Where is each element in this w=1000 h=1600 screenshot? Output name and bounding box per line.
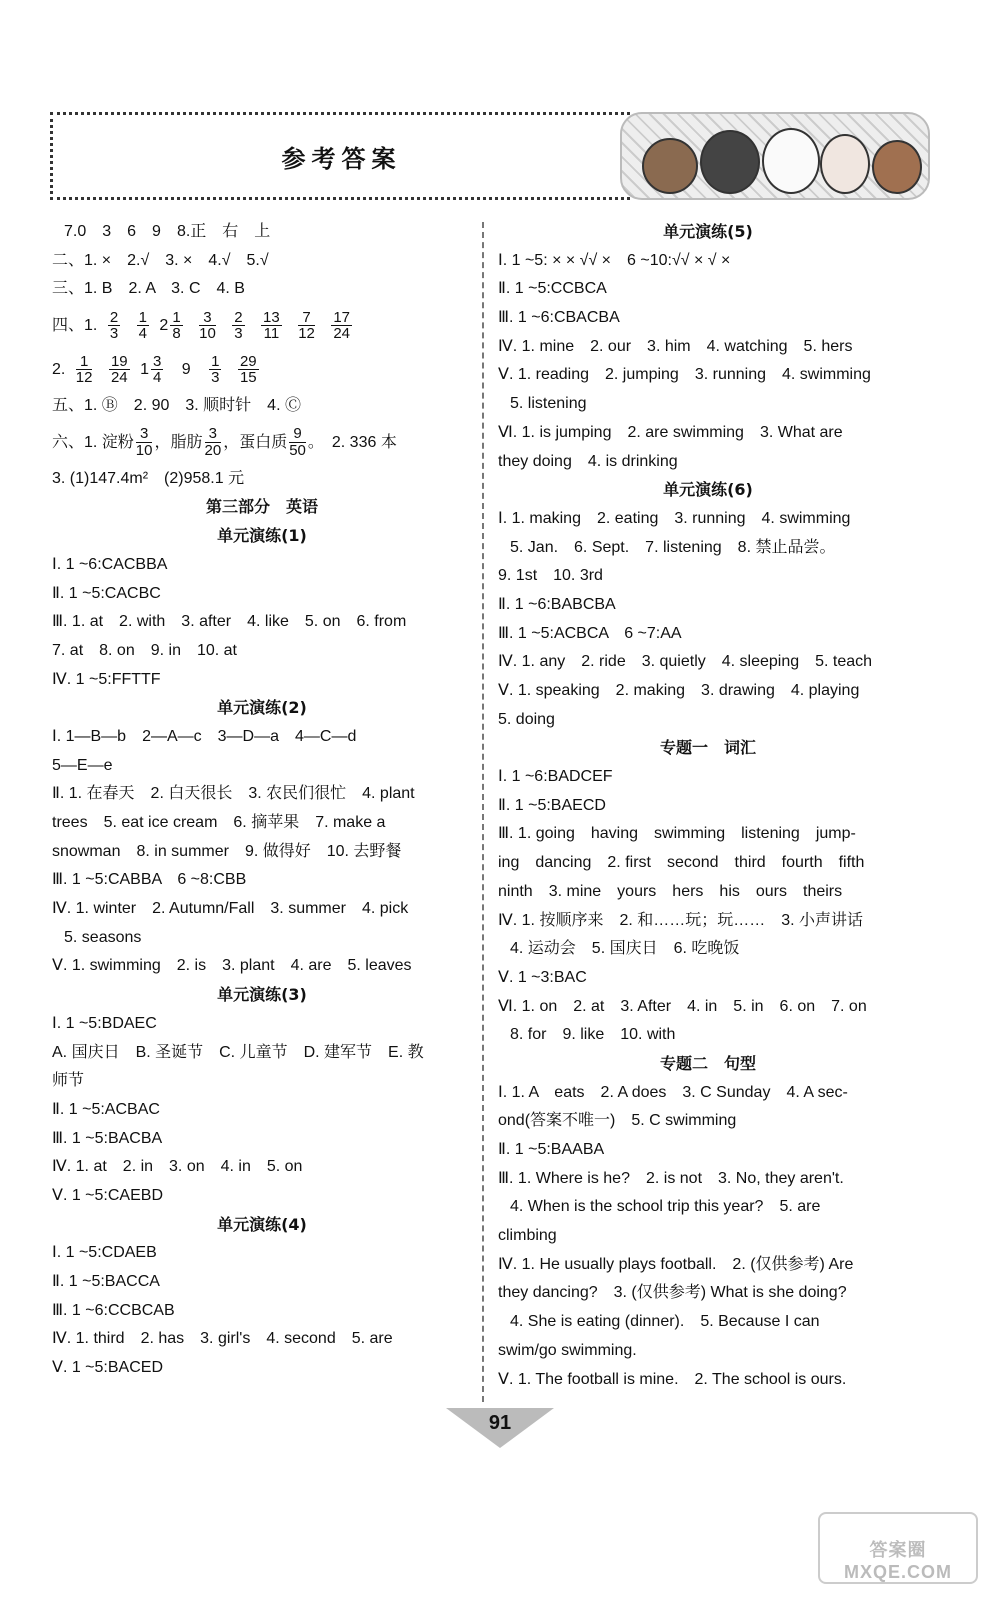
- unit-heading: 单元演练(6): [663, 480, 753, 500]
- answer-line: 5. doing: [498, 710, 555, 728]
- answer-line: Ⅴ. 1. The football is mine. 2. The school is ours.: [498, 1370, 847, 1388]
- numerator: 3: [199, 310, 216, 327]
- answer-line: Ⅲ. 1 ~5:CABBA 6 ~8:CBB: [52, 871, 247, 889]
- denominator: 12: [75, 369, 93, 387]
- numerator: 29: [239, 352, 257, 370]
- fraction: [136, 426, 153, 459]
- denominator: 12: [298, 325, 315, 343]
- numerator: 1: [172, 308, 181, 326]
- topic-heading: 专题二 句型: [659, 1053, 756, 1073]
- numerator: 1: [211, 352, 220, 370]
- fraction: [170, 310, 182, 343]
- answer-line: Ⅵ. 1. is jumping 2. are swimming 3. What are: [498, 423, 843, 441]
- denominator: 11: [263, 325, 280, 343]
- fraction: [298, 310, 315, 343]
- numerator: 3: [205, 426, 222, 443]
- answer-line: Ⅰ. 1 ~6:BADCEF: [498, 768, 613, 786]
- cartoon-character-icon: [820, 134, 870, 194]
- denominator: 50: [289, 442, 306, 460]
- answer-line: 7. at 8. on 9. in 10. at: [52, 641, 237, 659]
- fraction: [151, 354, 163, 387]
- answer-line: A. 国庆日 B. 圣诞节 C. 儿童节 D. 建军节 E. 教: [52, 1043, 424, 1061]
- numerator: 1: [138, 308, 147, 326]
- text-segment: 六、1. 淀粉: [52, 433, 134, 451]
- answer-line: Ⅱ. 1 ~5:BACCA: [52, 1273, 160, 1290]
- answer-line: Ⅴ. 1. speaking 2. making 3. drawing 4. playing: [498, 682, 860, 699]
- answer-line: 8. for 9. like 10. with: [510, 1026, 676, 1044]
- answer-line: Ⅱ. 1 ~5:ACBAC: [52, 1100, 160, 1118]
- answer-line: snowman 8. in summer 9. 做得好 10. 去野餐: [52, 842, 402, 860]
- cartoon-character-icon: [872, 140, 922, 194]
- answer-line: Ⅴ. 1 ~5:BACED: [52, 1359, 163, 1377]
- fraction-answer-line: [52, 304, 472, 348]
- answer-line: Ⅱ. 1 ~5:BAABA: [498, 1141, 605, 1158]
- numerator: 9: [289, 426, 306, 443]
- answer-line: ond(答案不唯一) 5. C swimming: [498, 1112, 737, 1130]
- denominator: 10: [199, 325, 216, 343]
- denominator: 3: [234, 325, 243, 343]
- fraction: [232, 310, 244, 343]
- watermark-text: 答案圈 MXQE.COM: [843, 1540, 952, 1582]
- unit-heading: 单元演练(4): [217, 1214, 307, 1234]
- answer-line: Ⅳ. 1. at 2. in 3. on 4. in 5. on: [52, 1158, 303, 1176]
- fraction: [137, 310, 149, 343]
- mixed-whole: 1: [140, 361, 149, 379]
- fraction: [261, 310, 282, 343]
- numerator: 19: [110, 352, 128, 370]
- answer-line: trees 5. eat ice cream 6. 摘苹果 7. make a: [52, 814, 386, 831]
- answer-line: Ⅱ. 1 ~6:BABCBA: [498, 595, 616, 613]
- mixed-whole: 2: [159, 317, 169, 335]
- answer-line: Ⅲ. 1. at 2. with 3. after 4. like 5. on 6. from: [52, 613, 407, 631]
- denominator: 20: [204, 442, 222, 460]
- answer-line: Ⅰ. 1 ~5:BDAEC: [52, 1014, 157, 1032]
- answer-line: Ⅴ. 1 ~3:BAC: [498, 968, 587, 986]
- numerator: 2: [234, 308, 243, 326]
- answer-line: 5—E—e: [52, 756, 113, 774]
- denominator: 24: [110, 369, 128, 387]
- numerator: 7: [298, 310, 315, 327]
- fraction: [205, 426, 222, 459]
- answer-line: they dancing? 3. (仅供参考) What is she doing?: [498, 1284, 847, 1302]
- answer-line: Ⅵ. 1. on 2. at 3. After 4. in 5. in 6. on 7. on: [498, 997, 867, 1015]
- cartoon-character-icon: [762, 128, 820, 194]
- answer-line: Ⅳ. 1. winter 2. Autumn/Fall 3. summer 4. pick: [52, 900, 409, 918]
- unit-heading: 单元演练(1): [217, 526, 307, 546]
- whole-number: 9: [181, 361, 191, 379]
- fraction-answer-line: [52, 421, 472, 465]
- answer-line: Ⅱ. 1 ~5:CACBC: [52, 584, 161, 602]
- answer-line: Ⅲ. 1. Where is he? 2. is not 3. No, they aren't.: [498, 1169, 844, 1187]
- answer-line: 二、1. × 2.√ 3. × 4.√ 5.√: [52, 251, 269, 269]
- text-segment: ，脂肪: [154, 433, 203, 451]
- fraction-answer-line: [52, 348, 472, 392]
- item-prefix: 四、1.: [52, 317, 98, 335]
- denominator: 10: [135, 442, 153, 460]
- answer-line: Ⅳ. 1. third 2. has 3. girl's 4. second 5. are: [52, 1330, 393, 1348]
- answer-line: swim/go swimming.: [498, 1341, 637, 1359]
- denominator: 4: [152, 369, 162, 387]
- answer-line: 师节: [52, 1072, 85, 1090]
- denominator: 3: [109, 325, 119, 343]
- column-divider: [482, 222, 484, 1402]
- answer-line: 5. Jan. 6. Sept. 7. listening 8. 禁止品尝。: [510, 538, 836, 556]
- answer-line: Ⅲ. 1 ~6:CCBCAB: [52, 1301, 175, 1319]
- denominator: 8: [172, 325, 181, 343]
- fraction: [331, 310, 352, 343]
- answer-line: Ⅱ. 1 ~5:CCBCA: [498, 280, 607, 298]
- answer-line: Ⅲ. 1. going having swimming listening jump-: [498, 825, 856, 843]
- numerator: 17: [333, 308, 351, 326]
- fraction: [238, 354, 259, 387]
- unit-heading: 单元演练(5): [663, 222, 753, 241]
- answer-line: Ⅲ. 1 ~6:CBACBA: [498, 309, 620, 327]
- answer-line: Ⅴ. 1. swimming 2. is 3. plant 4. are 5. leaves: [52, 957, 412, 975]
- numerator: 3: [136, 426, 153, 443]
- cartoon-character-icon: [700, 130, 760, 194]
- answer-line: 三、1. B 2. A 3. C 4. B: [52, 280, 245, 298]
- cartoon-banner: [620, 112, 930, 200]
- watermark-logo: [818, 1512, 978, 1584]
- answer-line: 五、1. Ⓑ 2. 90 3. 顺时针 4. Ⓒ: [52, 397, 301, 415]
- answer-line: Ⅳ. 1. He usually plays football. 2. (仅供参考) Are: [498, 1255, 854, 1273]
- answer-line: Ⅴ. 1 ~5:CAEBD: [52, 1186, 163, 1204]
- answer-line: Ⅴ. 1. reading 2. jumping 3. running 4. swimming: [498, 366, 871, 384]
- numerator: 3: [152, 352, 162, 370]
- section-heading: 第三部分 英语: [205, 497, 318, 517]
- answer-line: Ⅰ. 1 ~5: × × √√ × 6 ~10:√√ × √ ×: [498, 251, 731, 269]
- fraction: [199, 310, 216, 343]
- answer-line: Ⅲ. 1 ~5:BACBA: [52, 1129, 163, 1147]
- answer-line: they doing 4. is drinking: [498, 452, 678, 470]
- answer-line: 4. When is the school trip this year? 5. are: [510, 1198, 821, 1216]
- answer-line: Ⅰ. 1. making 2. eating 3. running 4. swimming: [498, 509, 851, 527]
- denominator: 15: [239, 369, 257, 387]
- page-title: 参考答案: [281, 145, 402, 173]
- answer-line: climbing: [498, 1227, 557, 1245]
- answer-line: Ⅳ. 1. mine 2. our 3. him 4. watching 5. hers: [498, 337, 853, 355]
- right-column: [498, 218, 918, 1394]
- fraction: [289, 426, 306, 459]
- answer-line: Ⅳ. 1 ~5:FFTTF: [52, 670, 161, 688]
- answer-line: 7.0 3 6 9 8.正 右 上: [64, 223, 271, 240]
- answer-line: Ⅲ. 1 ~5:ACBCA 6 ~7:AA: [498, 624, 682, 642]
- topic-heading: 专题一 词汇: [659, 738, 756, 758]
- answer-line: Ⅳ. 1. any 2. ride 3. quietly 4. sleeping 5. teach: [498, 653, 873, 671]
- answer-line: ing dancing 2. first second third fourth fifth: [498, 854, 865, 872]
- numerator: 1: [76, 354, 93, 371]
- fraction: [76, 354, 93, 387]
- numerator: 13: [263, 308, 280, 326]
- fraction: [109, 354, 130, 387]
- answer-line: 4. 运动会 5. 国庆日 6. 吃晚饭: [510, 940, 740, 958]
- fraction: [108, 310, 120, 343]
- answer-line: Ⅱ. 1. 在春天 2. 白天很长 3. 农民们很忙 4. plant: [52, 785, 415, 803]
- text-segment: ，蛋白质: [223, 433, 288, 451]
- answer-line: Ⅰ. 1. A eats 2. A does 3. C Sunday 4. A sec-: [498, 1083, 848, 1101]
- unit-heading: 单元演练(2): [217, 698, 307, 718]
- answer-line: Ⅱ. 1 ~5:BAECD: [498, 796, 606, 814]
- header-box: [50, 112, 630, 200]
- left-column: [52, 218, 472, 1383]
- answer-line: 5. listening: [510, 395, 587, 413]
- unit-heading: 单元演练(3): [217, 985, 307, 1005]
- fraction: [209, 354, 221, 387]
- page-number: 91: [488, 1412, 512, 1434]
- answer-line: 4. She is eating (dinner). 5. Because I can: [510, 1313, 820, 1331]
- answer-line: Ⅳ. 1. 按顺序来 2. 和……玩；玩…… 3. 小声讲话: [498, 911, 864, 929]
- answer-line: 3. (1)147.4m² (2)958.1 元: [52, 469, 245, 487]
- answer-line: 5. seasons: [64, 928, 142, 946]
- answer-line: Ⅰ. 1 ~5:CDAEB: [52, 1244, 157, 1262]
- answer-line: ninth 3. mine yours hers his ours theirs: [498, 882, 843, 900]
- denominator: 4: [138, 325, 147, 343]
- answer-line: Ⅰ. 1—B—b 2—A—c 3—D—a 4—C—d: [52, 727, 357, 745]
- denominator: 24: [333, 325, 351, 343]
- cartoon-character-icon: [642, 138, 698, 194]
- answer-line: Ⅰ. 1 ~6:CACBBA: [52, 555, 168, 573]
- text-segment: 。 2. 336 本: [307, 433, 397, 451]
- item-prefix: 2.: [52, 361, 66, 379]
- answer-line: 9. 1st 10. 3rd: [498, 567, 603, 585]
- numerator: 2: [109, 308, 119, 326]
- denominator: 3: [211, 369, 220, 387]
